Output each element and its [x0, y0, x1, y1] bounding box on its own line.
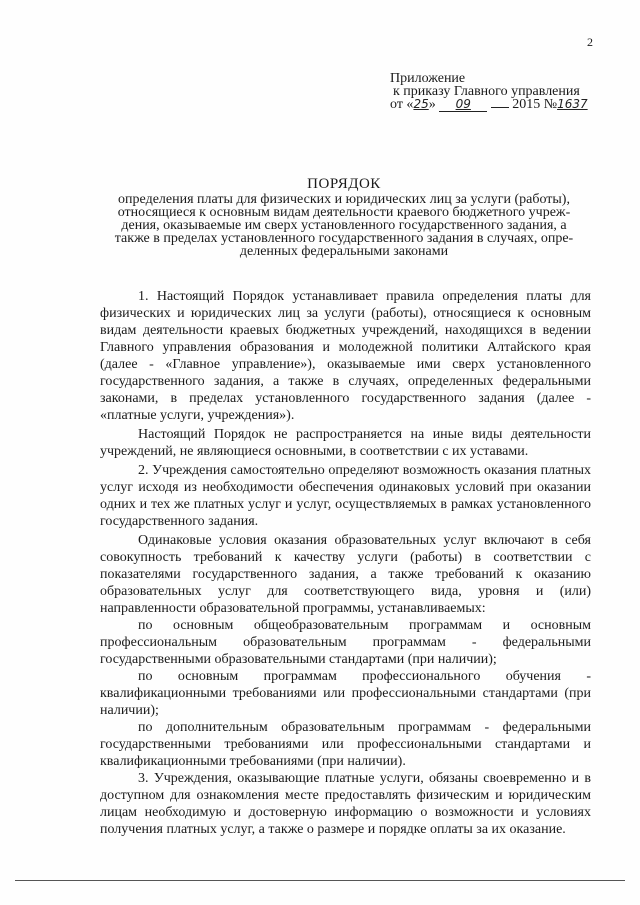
paragraph-2: 2. Учреждения самостоятельно определяют возможность оказания платных услуг исходя из необходимости обеспечения одинаковых условий при оказании одних и тех же платных услуг и услуг, осуществляемых в рамках установленного государственного задания.: [100, 463, 591, 529]
date-year: 2015 №: [512, 97, 558, 112]
appendix-label: Приложение: [390, 71, 466, 86]
date-month: 09: [439, 98, 487, 112]
paragraph-conditions: Одинаковые условия оказания образовательных услуг включают в себя совокупность требований к качеству услуги (работы) в соответствии с показателями государственного задания, а также требований к оказанию образовательных услуг для соответствующего вида, уровня и (или) направленности образовательной программы, устанавливаемых:: [100, 533, 591, 616]
paragraph-1: 1. Настоящий Порядок устанавливает правила определения платы для физических и юридических лиц за услуги (работы), относящиеся к основным видам деятельности краевых бюджетных учреждений, находящихся в ведении Главного управления образования и молодежной политики Алтайского края (далее - «Главное управление»), оказываемые ими сверх установленного государственного задания, а также в случаях, определенных федеральными законами, в пределах установленного государственного задания (далее - «платные услуги, учреждения»).: [100, 289, 591, 423]
page-bottom-line: [15, 880, 625, 881]
paragraph-3: 3. Учреждения, оказывающие платные услуги, обязаны своевременно и в доступном для ознакомления месте предоставлять физическим и юридическим лицам необходимую и достоверную информацию о возможности и условиях получения платных услуг, а также о размере и порядке оплаты за их оказание.: [100, 771, 591, 837]
paragraph-additional-programs: по дополнительным образовательным программам - федеральными государственными требованиями или профессиональными стандартами и квалификационными требованиями (при наличии).: [100, 720, 591, 769]
subtitle-line: дения, оказываемые им сверх установленного государственного задания, а: [121, 218, 567, 233]
subtitle-line: также в пределах установленного государственного задания в случаях, опре-: [114, 231, 574, 246]
date-quote: »: [428, 97, 436, 112]
paragraph-scope: Настоящий Порядок не распространяется на иные виды деятельности учреждений, не являющиеся основными, в соответствии с их уставами.: [100, 427, 591, 459]
date-day: 25: [413, 97, 429, 111]
subtitle-line: деленных федеральными законами: [239, 244, 449, 259]
document-title-block: [100, 175, 588, 258]
subtitle-line: относящиеся к основным видам деятельности краевого бюджетного учреж-: [117, 205, 571, 220]
order-number: 1637: [557, 97, 588, 111]
paragraph-general-programs: по основным общеобразовательным программам и основным профессиональным образовательным программам - федеральными государственными образовательными стандартами (при наличии);: [100, 618, 591, 667]
appendix-order-ref: к приказу Главного управления: [393, 84, 580, 99]
appendix-header: [390, 72, 588, 112]
paragraph-vocational-training: по основным программам профессионального обучения - квалификационными требованиями или профессиональными стандартами (при наличии);: [100, 669, 591, 718]
subtitle-line: определения платы для физических и юридических лиц за услуги (работы),: [118, 192, 570, 207]
document-body: [100, 288, 591, 838]
appendix-date-line: [390, 98, 588, 112]
page-number: 2: [587, 35, 593, 49]
document-title: ПОРЯДОК: [307, 176, 381, 192]
date-prefix: от «: [390, 97, 414, 112]
